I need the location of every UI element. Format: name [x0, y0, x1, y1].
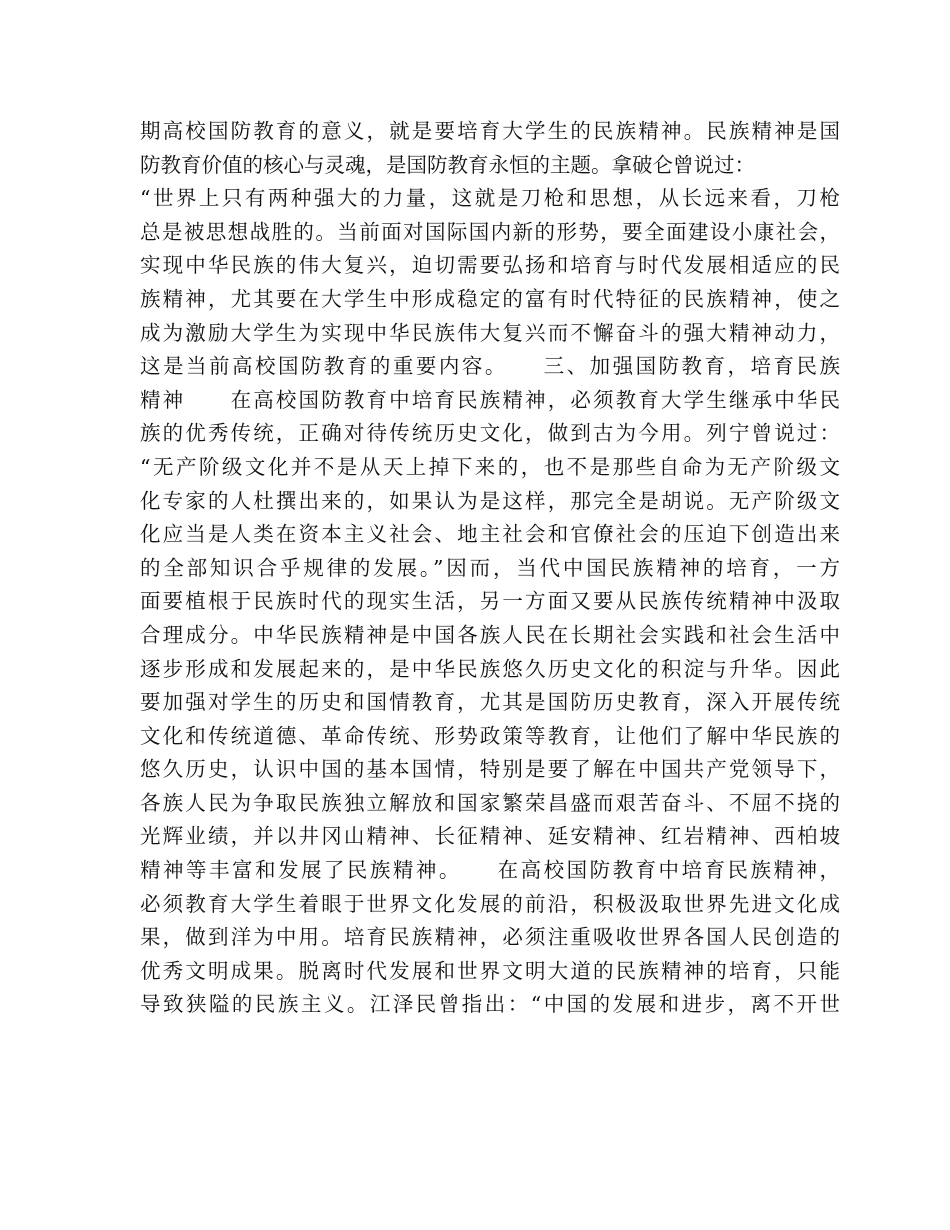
body-text: [140, 115, 840, 1022]
text-line: 成为激励大学生为实现中华民族伟大复兴而不懈奋斗的强大精神动力，: [140, 320, 840, 345]
text-line: 化专家的人杜撰出来的，如果认为是这样，那完全是胡说。无产阶级文: [140, 488, 840, 513]
text-line: 族精神，尤其要在大学生中形成稳定的富有时代特征的民族精神，使之: [140, 286, 840, 311]
text-line: 文化和传统道德、革命传统、形势政策等教育，让他们了解中华民族的: [140, 723, 840, 748]
text-line: 的全部知识合乎规律的发展。”因而，当代中国民族精神的培育，一方: [140, 555, 840, 580]
text-line: 逐步形成和发展起来的，是中华民族悠久历史文化的积淀与升华。因此: [140, 656, 840, 681]
text-line: 要加强对学生的历史和国情教育，尤其是国防历史教育，深入开展传统: [140, 690, 840, 715]
text-line: 必须教育大学生着眼于世界文化发展的前沿，积极汲取世界先进文化成: [140, 891, 840, 916]
text-line: 化应当是人类在资本主义社会、地主社会和官僚社会的压迫下创造出来: [140, 522, 840, 547]
text-line: 悠久历史，认识中国的基本国情，特别是要了解在中国共产党领导下，: [140, 757, 840, 782]
text-line: 导致狭隘的民族主义。江泽民曾指出：“中国的发展和进步，离不开世: [140, 992, 840, 1017]
text-line: “无产阶级文化并不是从天上掉下来的，也不是那些自命为无产阶级文: [140, 454, 840, 479]
text-line: 这是当前高校国防教育的重要内容。 三、加强国防教育，培育民族: [140, 354, 840, 379]
text-line: 优秀文明成果。脱离时代发展和世界文明大道的民族精神的培育，只能: [140, 958, 840, 983]
text-line: 实现中华民族的伟大复兴，迫切需要弘扬和培育与时代发展相适应的民: [140, 253, 840, 278]
text-line: 总是被思想战胜的。当前面对国际国内新的形势，要全面建设小康社会，: [140, 219, 840, 244]
text-line: 防教育价值的核心与灵魂，是国防教育永恒的主题。拿破仑曾说过：: [140, 152, 755, 177]
text-line: “世界上只有两种强大的力量，这就是刀枪和思想，从长远来看，刀枪: [140, 186, 840, 211]
text-line: 合理成分。中华民族精神是中国各族人民在长期社会实践和社会生活中: [140, 622, 840, 647]
text-line: 果，做到洋为中用。培育民族精神，必须注重吸收世界各国人民创造的: [140, 925, 840, 950]
text-line: 光辉业绩，并以井冈山精神、长征精神、延安精神、红岩精神、西柏坡: [140, 824, 840, 849]
text-line: 精神 在高校国防教育中培育民族精神，必须教育大学生继承中华民: [140, 387, 840, 412]
text-line: 精神等丰富和发展了民族精神。 在高校国防教育中培育民族精神，: [140, 858, 840, 883]
text-line: 各族人民为争取民族独立解放和国家繁荣昌盛而艰苦奋斗、不屈不挠的: [140, 790, 840, 815]
text-line: 期高校国防教育的意义，就是要培育大学生的民族精神。民族精神是国: [140, 119, 840, 143]
text-line: 面要植根于民族时代的现实生活，另一方面又要从民族传统精神中汲取: [140, 589, 840, 614]
text-line: 族的优秀传统，正确对待传统历史文化，做到古为今用。列宁曾说过：: [140, 421, 840, 446]
